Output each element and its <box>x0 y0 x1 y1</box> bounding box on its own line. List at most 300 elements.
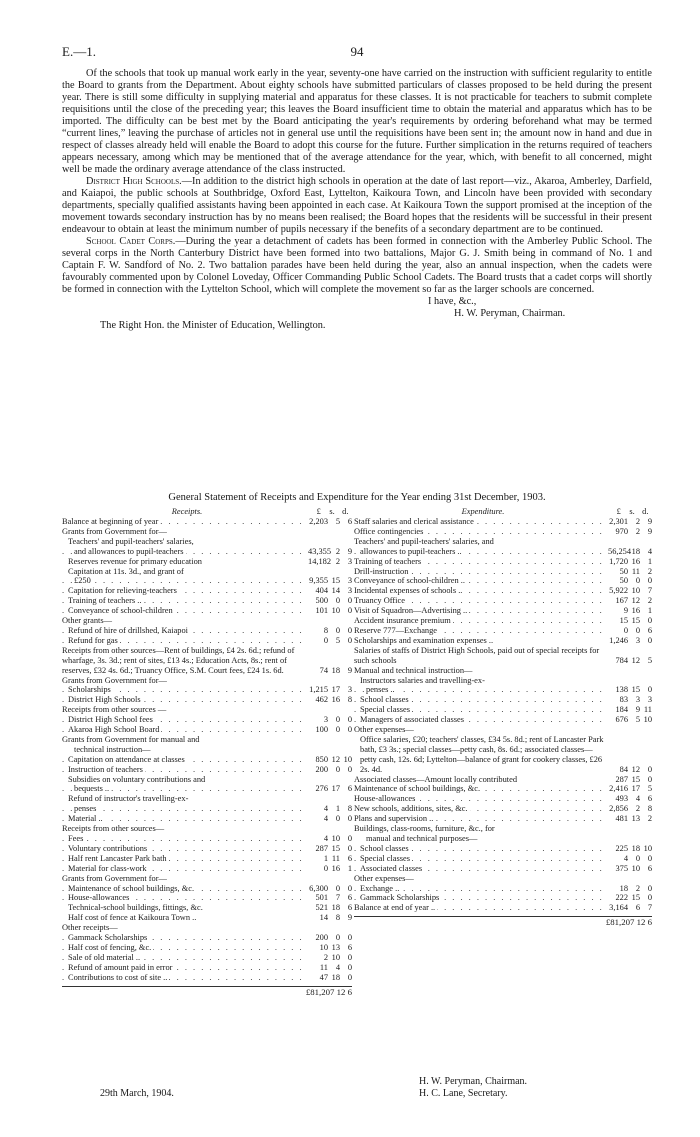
line-item-label: New schools, additions, sites, &c. <box>354 804 468 814</box>
pence-value: 6 <box>347 784 352 794</box>
line-item-label: Balance at beginning of year <box>62 517 159 526</box>
receipt-row <box>62 913 352 923</box>
line-item-label: House-allowances <box>354 794 416 804</box>
amount <box>308 893 352 903</box>
amount <box>308 814 352 824</box>
expenditure-row <box>354 903 652 913</box>
pence-value: 0 <box>347 635 352 645</box>
line-item-label: Capitation at 11s. 3d., and grant of <box>68 566 184 576</box>
pence-value: 0 <box>347 606 352 616</box>
pence-value: 0 <box>647 853 652 863</box>
pence-value: 1 <box>647 606 652 616</box>
receipt-row <box>62 784 352 794</box>
shillings-value: 10 <box>331 606 340 616</box>
pounds-value: 375 <box>615 863 628 873</box>
shillings-value: 11 <box>631 566 640 576</box>
amount <box>608 656 652 666</box>
shillings-value: 17 <box>331 685 340 695</box>
receipt-row <box>62 606 352 616</box>
line-item-label: Gammack Scholarships <box>68 933 148 943</box>
amount <box>608 784 652 794</box>
receipts-list <box>62 517 352 983</box>
receipt-row <box>62 745 352 755</box>
pence-value: 11 <box>643 705 652 715</box>
expenditure-row <box>354 676 652 686</box>
pounds-value: 0 <box>623 625 628 635</box>
pounds-value: 1 <box>323 853 328 863</box>
shillings-value: 5 <box>335 517 340 526</box>
currency-header: £ s. d. <box>616 507 649 516</box>
pounds-value: 200 <box>315 764 328 774</box>
pounds-value: 18 <box>619 883 628 893</box>
pounds-value: 5,922 <box>609 586 628 596</box>
receipt-row <box>62 676 352 686</box>
pounds-value: 100 <box>315 725 328 735</box>
expenditure-row <box>354 666 652 676</box>
shillings-value: 0 <box>335 764 340 774</box>
pounds-value: 1,246 <box>609 635 628 645</box>
receipt-row <box>62 527 352 537</box>
amount <box>608 626 652 636</box>
amount <box>308 666 352 676</box>
pounds-value: 481 <box>615 814 628 824</box>
receipt-row <box>62 725 352 735</box>
pence-value: 6 <box>347 893 352 903</box>
statement-date: 29th March, 1904. <box>100 1088 174 1099</box>
amount <box>308 834 352 844</box>
pence-value: 10 <box>643 843 652 853</box>
school-cadet-corps-heading: School Cadet Corps. <box>86 236 176 247</box>
addressee: The Right Hon. the Minister of Education, Wellington. <box>100 320 326 331</box>
expenditure-total-row <box>354 916 652 928</box>
line-item-label: and allowances to pupil-teachers <box>74 546 184 556</box>
amount <box>608 576 652 586</box>
shillings-value: 0 <box>335 625 340 635</box>
line-item-label: Conveyance of school-children .. <box>354 576 465 586</box>
pence-value: 6 <box>347 517 352 526</box>
pence-value: 0 <box>347 883 352 893</box>
line-item-label: Material .. <box>68 814 103 824</box>
line-item-label: Grants from Government for manual and <box>62 734 200 744</box>
amount <box>308 884 352 894</box>
receipt-row <box>62 854 352 864</box>
receipt-row <box>62 567 352 577</box>
pounds-value: 15 <box>619 616 628 626</box>
line-item-label: Associated classes—Amount locally contributed <box>354 774 518 784</box>
report-body <box>62 68 652 336</box>
receipts-total-row <box>62 986 352 998</box>
line-item-label: Technical-school buildings, fittings, &c. <box>68 903 203 913</box>
pounds-value: 521 <box>315 903 328 913</box>
pounds-value: 222 <box>615 893 628 903</box>
pounds-value: 167 <box>615 596 628 606</box>
line-item-label: Buildings, class-rooms, furniture, &c., for <box>354 824 495 834</box>
receipt-row <box>62 695 352 705</box>
amount <box>608 854 652 864</box>
expenditure-row <box>354 576 652 586</box>
pounds-value: 784 <box>615 655 628 665</box>
pounds-value: 10 <box>319 942 328 952</box>
shillings-value: 7 <box>335 893 340 903</box>
shillings-value: 18 <box>631 546 640 556</box>
shillings-value: 3 <box>635 695 640 705</box>
line-item-label: District High School fees <box>68 715 153 725</box>
receipt-row <box>62 765 352 775</box>
line-item-label: Training of teachers <box>354 556 422 566</box>
shillings-value: 12 <box>331 754 340 764</box>
line-item-label: Teachers' and pupil-teachers' salaries, and <box>354 536 494 546</box>
receipt-row <box>62 576 352 586</box>
shillings-value: 14 <box>331 586 340 596</box>
amount <box>608 765 652 775</box>
pounds-value: 4 <box>623 853 628 863</box>
receipt-row <box>62 735 352 745</box>
line-item-label: Staff salaries and clerical assistance <box>354 517 474 526</box>
shillings-value: 10 <box>631 586 640 596</box>
pence-value: 8 <box>347 695 352 705</box>
line-item-label: Instruction of teachers <box>68 764 143 774</box>
receipt-row <box>62 705 352 715</box>
line-item-label: Sale of old material .. <box>68 952 141 962</box>
expenditure-row <box>354 537 652 547</box>
shillings-value: 2 <box>635 517 640 526</box>
amount <box>308 557 352 567</box>
receipt-row <box>62 537 352 547</box>
receipt-row <box>62 517 352 527</box>
paragraph-manual-work: Of the schools that took up manual work early in the year, seventy-one have carried on the instruction with sufficient regularity to entitle the Board to grants from the Department. About eighty schools have submitted particulars of classes proposed to be held during the present year. There is still some difficulty in supplying material and apparatus for these classes. It is not practicable for teachers to submit complete requisitions until the close of the preceding year; this leaves the Board insufficient time to obtain the material and apparatus which has to be imported. The difficulty can be best met by the Board anticipating the year's requirements by ordering beforehand what may be termed “current lines,” leaving the purchase of articles not in general use until the requisitions have been sent in; the amount now in hand and due in respect of classes already held will enable the Board to adopt this course for the future. Further simplication in the returns required of teachers appears necessary, among which may be mentioned that of the average attendance for the year, which, with benefit to all concerned, might well be made the ordinary average attendance of the class instructed. <box>62 68 652 175</box>
amount <box>608 586 652 596</box>
line-item-label: Other receipts— <box>62 923 118 933</box>
expenditure-header <box>354 507 652 517</box>
amount <box>308 963 352 973</box>
pounds-value: 1,720 <box>609 556 628 566</box>
pence-value: 6 <box>647 794 652 804</box>
expenditure-row <box>354 775 652 785</box>
expenditure-row <box>354 636 652 646</box>
amount <box>308 586 352 596</box>
amount <box>308 517 352 527</box>
receipt-row <box>62 893 352 903</box>
pence-value: 9 <box>647 526 652 536</box>
line-item-label: £250 <box>74 576 91 586</box>
pounds-value: 287 <box>315 843 328 853</box>
line-item-label: Exchange .. <box>360 883 400 893</box>
pence-value: 0 <box>647 616 652 626</box>
page-header <box>62 44 652 64</box>
shillings-value: 17 <box>331 784 340 794</box>
line-item-label: Visit of Squadron—Advertising .. <box>354 606 468 616</box>
pence-value: 0 <box>647 883 652 893</box>
district-high-schools-heading: District High Schools. <box>86 176 182 187</box>
line-item-label: penses .. <box>366 685 395 695</box>
expenditure-row <box>354 517 652 527</box>
pence-value: 0 <box>347 843 352 853</box>
pence-value: 0 <box>347 764 352 774</box>
pence-value: 9 <box>347 665 352 675</box>
pounds-value: 1,215 <box>309 685 328 695</box>
shillings-value: 5 <box>635 715 640 725</box>
line-item-label: Half cost of fencing, &c. <box>68 942 152 952</box>
receipt-row <box>62 755 352 765</box>
receipt-row <box>62 923 352 933</box>
currency-header: £ s. d. <box>316 507 349 516</box>
receipt-row <box>62 646 352 676</box>
shillings-value: 18 <box>331 903 340 913</box>
expenditure-row <box>354 685 652 695</box>
amount <box>308 903 352 913</box>
line-item-label: Office contingencies <box>354 526 424 536</box>
paragraph-district-high-schools <box>62 176 652 236</box>
expenditure-label: Expenditure. <box>461 507 505 516</box>
receipt-row <box>62 794 352 804</box>
shillings-value: 12 <box>631 764 640 774</box>
pounds-value: 2,301 <box>609 517 628 526</box>
shillings-value: 15 <box>631 774 640 784</box>
shillings-value: 15 <box>631 685 640 695</box>
line-item-label: District High Schools <box>68 695 141 705</box>
pounds-value: 184 <box>615 705 628 715</box>
line-item-label: Special classes <box>360 705 411 715</box>
pence-value: 5 <box>647 655 652 665</box>
line-item-label: penses <box>74 804 97 814</box>
pounds-value: 4 <box>323 834 328 843</box>
amount <box>308 804 352 814</box>
amount <box>608 567 652 577</box>
line-item-label: Receipts from other sources— <box>62 824 165 834</box>
amount <box>308 636 352 646</box>
pence-value: 0 <box>647 576 652 586</box>
shillings-value: 0 <box>335 596 340 606</box>
line-item-label: Teachers' and pupil-teachers' salaries, <box>68 536 194 546</box>
shillings-value: 0 <box>635 576 640 586</box>
district-high-schools-text: —In addition to the district high schools in operation at the date of last report—viz., Akaroa, Amberley, Darfield, and Kaiapoi, the public schools at Southbridge, Oxford East, Lyttelton, Kaikoura Town, and Lincoln have been provided with secondary departments, specially qualified assistants having been appointed in each case. At Kaikoura Town the support promised at the inception of the movement towards secondary instruction has by no means been realised; the Board hopes that the residents will be successful in their present endeavour to obtain at least the minimum number of pupils necessary if the benefits of a secondary department are to be continued. <box>62 176 652 235</box>
chairman-signatory: H. W. Peryman, Chairman. <box>419 1076 528 1087</box>
shillings-value: 2 <box>635 883 640 893</box>
pounds-value: 14 <box>319 913 328 923</box>
line-item-label: Grants from Government for— <box>62 873 167 883</box>
line-item-label: Capitation on attendance at classes <box>68 754 185 764</box>
receipt-row <box>62 884 352 894</box>
line-item-label: Conveyance of school-children <box>68 606 173 616</box>
line-item-label: allowances to pupil-teachers .. <box>360 546 462 556</box>
line-item-label: Balance at end of year .. <box>354 903 436 913</box>
pence-value: 2 <box>647 566 652 576</box>
pounds-value: 225 <box>615 843 628 853</box>
line-item-label: Incidental expenses of schools .. <box>354 586 463 596</box>
line-item-label: Subsidies on voluntary contributions and <box>68 774 206 784</box>
amount <box>308 725 352 735</box>
line-item-label: Special classes <box>360 853 411 863</box>
pounds-value: 2,203 <box>309 517 328 526</box>
shillings-value: 10 <box>331 952 340 962</box>
amount <box>608 636 652 646</box>
shillings-value: 2 <box>635 526 640 536</box>
expenditure-list <box>354 517 652 913</box>
line-item-label: Grants from Government for— <box>62 675 167 685</box>
shillings-value: 15 <box>331 576 340 586</box>
amount <box>308 576 352 586</box>
amount <box>608 775 652 785</box>
receipt-row <box>62 814 352 824</box>
pence-value: 6 <box>347 942 352 952</box>
amount <box>608 903 652 913</box>
expenditure-row <box>354 586 652 596</box>
pence-value: 2 <box>647 814 652 824</box>
amount <box>608 715 652 725</box>
pounds-value: 404 <box>315 586 328 596</box>
expenditure-row <box>354 814 652 824</box>
pence-value: 3 <box>347 586 352 596</box>
pounds-value: 84 <box>619 764 628 774</box>
pence-value: 0 <box>347 715 352 725</box>
line-item-label: technical instruction— <box>74 744 151 754</box>
pounds-value: 56,254 <box>608 546 632 556</box>
shillings-value: 13 <box>331 942 340 952</box>
receipt-row <box>62 844 352 854</box>
amount <box>608 685 652 695</box>
paragraph-school-cadet-corps <box>62 236 652 296</box>
amount <box>308 755 352 765</box>
shillings-value: 0 <box>335 883 340 893</box>
pounds-value: 3 <box>323 715 328 725</box>
receipt-row <box>62 864 352 874</box>
pounds-value: 101 <box>315 606 328 616</box>
line-item-label: Scholarships and examination expenses .. <box>354 635 494 645</box>
expenditure-row <box>354 834 652 844</box>
shillings-value: 5 <box>335 635 340 645</box>
pence-value: 0 <box>647 635 652 645</box>
pence-value: 6 <box>647 625 652 635</box>
shillings-value: 0 <box>335 715 340 725</box>
amount <box>608 705 652 715</box>
line-item-label: School classes <box>360 843 409 853</box>
pounds-value: 0 <box>323 635 328 645</box>
pence-value: 3 <box>647 695 652 705</box>
amount <box>308 953 352 963</box>
pounds-value: 493 <box>615 794 628 804</box>
shillings-value: 10 <box>631 863 640 873</box>
line-item-label: Manual and technical instruction— <box>354 665 473 675</box>
shillings-value: 8 <box>335 913 340 923</box>
line-item-label: Associated classes <box>360 863 423 873</box>
shillings-value: 18 <box>331 665 340 675</box>
line-item-label: House-allowances <box>68 893 130 903</box>
pounds-value: 50 <box>619 576 628 586</box>
line-item-label: Reserves revenue for primary education <box>68 556 202 566</box>
amount <box>308 626 352 636</box>
pence-value: 0 <box>347 952 352 962</box>
shillings-value: 12 <box>631 655 640 665</box>
shillings-value: 0 <box>335 814 340 824</box>
expenditure-row <box>354 616 652 626</box>
expenditure-row <box>354 854 652 864</box>
pence-value: 3 <box>347 556 352 566</box>
pence-value: 0 <box>347 625 352 635</box>
line-item-label: Contributions to cost of site .. <box>68 972 168 982</box>
amount <box>608 517 652 527</box>
expenditure-row <box>354 735 652 775</box>
secretary-signatory: H. C. Lane, Secretary. <box>419 1088 508 1099</box>
pence-value: 9 <box>347 913 352 923</box>
pounds-value: 9,355 <box>309 576 328 586</box>
amount <box>608 527 652 537</box>
pounds-value: 83 <box>619 695 628 705</box>
pounds-value: 850 <box>315 754 328 764</box>
pounds-value: 501 <box>315 893 328 903</box>
receipt-row <box>62 775 352 785</box>
receipt-row <box>62 616 352 626</box>
shillings-value: 13 <box>631 814 640 824</box>
expenditure-row <box>354 715 652 725</box>
receipt-row <box>62 636 352 646</box>
expenditure-row <box>354 626 652 636</box>
closing-phrase: I have, &c., <box>428 296 477 307</box>
pounds-value: 74 <box>319 665 328 675</box>
shillings-value: 11 <box>331 853 340 863</box>
amount <box>308 933 352 943</box>
line-item-label: Refund for gas <box>68 635 118 645</box>
line-item-label: Akaroa High School Board <box>68 725 160 735</box>
receipts-total: £81,207 12 6 <box>305 986 352 997</box>
pounds-value: 4 <box>323 814 328 824</box>
amount <box>608 547 652 557</box>
shillings-value: 0 <box>635 625 640 635</box>
pence-value: 0 <box>647 685 652 695</box>
line-item-label: Instructors salaries and travelling-ex- <box>360 675 485 685</box>
amount <box>608 557 652 567</box>
expenditure-total: £81,207 12 6 <box>605 917 652 928</box>
line-item-label: Scholarships <box>68 685 111 695</box>
shillings-value: 2 <box>635 804 640 814</box>
pence-value: 5 <box>647 784 652 794</box>
shillings-value: 15 <box>331 843 340 853</box>
shillings-value: 9 <box>635 705 640 715</box>
report-reference: E.—1. <box>62 44 96 59</box>
pence-value: 1 <box>647 556 652 566</box>
line-item-label: Refund of instructor's travelling-ex- <box>68 794 189 804</box>
amount <box>308 864 352 874</box>
amount <box>308 715 352 725</box>
line-item-label: Other expenses— <box>354 725 414 735</box>
receipt-row <box>62 933 352 943</box>
expenditure-row <box>354 596 652 606</box>
amount <box>308 943 352 953</box>
expenditure-row <box>354 804 652 814</box>
pence-value: 10 <box>343 754 352 764</box>
pounds-value: 3,164 <box>609 903 628 913</box>
pence-value: 0 <box>347 962 352 972</box>
pounds-value: 47 <box>319 972 328 982</box>
pence-value: 0 <box>647 774 652 784</box>
pence-value: 0 <box>347 972 352 982</box>
amount <box>608 814 652 824</box>
line-item-label: Capitation for relieving-teachers <box>68 586 177 596</box>
page-number: 94 <box>350 44 364 59</box>
pence-value: 9 <box>647 517 652 526</box>
line-item-label: Maintenance of school buildings, &c. <box>354 784 481 794</box>
receipt-row <box>62 547 352 557</box>
pounds-value: 970 <box>615 526 628 536</box>
pounds-value: 0 <box>323 863 328 873</box>
line-item-label: Material for class-work <box>68 863 147 873</box>
amount <box>308 854 352 864</box>
line-item-label: Other grants— <box>62 616 113 626</box>
expenditure-row <box>354 725 652 735</box>
pence-value: 0 <box>347 814 352 824</box>
pounds-value: 4 <box>323 804 328 814</box>
line-item-label: Office salaries, £20; teachers' classes, £34 5s. 8d.; rent of Lancaster Park bath, £3 3s.; special classes—petty cash, 8s. 6d.; associated classes—petty cash, 12s. 6d; Lyttelton—balance of grant for cookery classes, £26 2s. 4d. <box>360 734 604 774</box>
expenditure-row <box>354 784 652 794</box>
